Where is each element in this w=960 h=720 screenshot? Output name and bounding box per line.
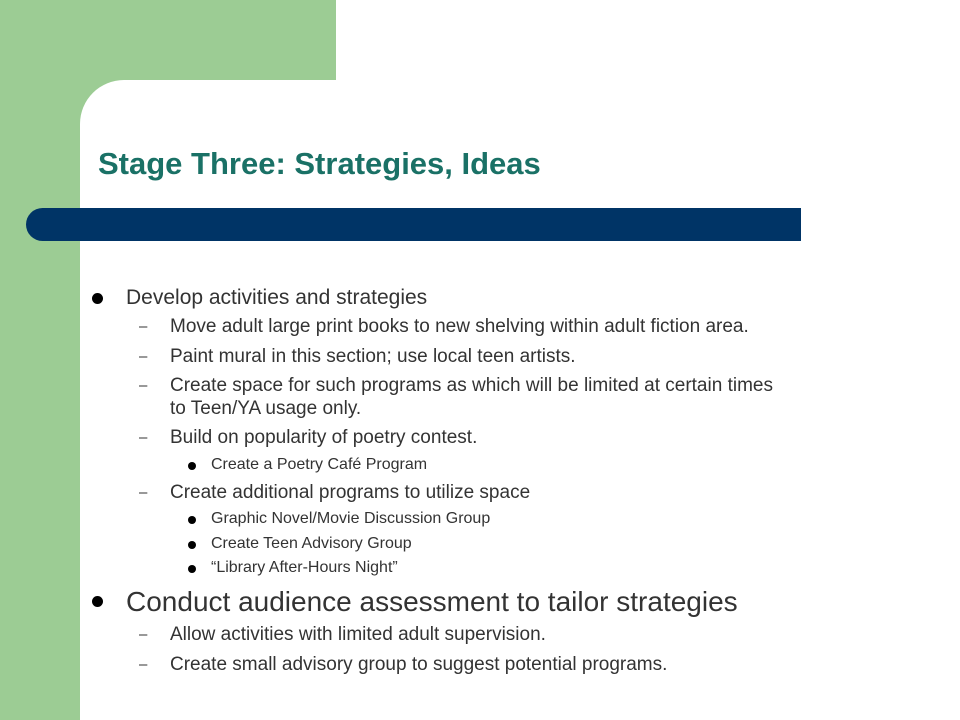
bullet-text: Create small advisory group to suggest potential programs.	[170, 654, 668, 675]
bullet-text: Create additional programs to utilize space	[170, 482, 531, 503]
list-item	[139, 374, 773, 397]
bullet-icon	[92, 293, 103, 304]
bullet-text: Paint mural in this section; use local teen artists.	[170, 346, 576, 367]
list-item	[211, 455, 427, 475]
bullet-text: Conduct audience assessment to tailor strategies	[126, 586, 738, 617]
bullet-icon	[188, 541, 196, 549]
list-item	[211, 558, 398, 578]
dash-icon: –	[139, 377, 148, 394]
bullet-text: Move adult large print books to new shelving within adult fiction area.	[170, 316, 749, 337]
bullet-text: Graphic Novel/Movie Discussion Group	[211, 510, 491, 527]
list-item	[126, 285, 427, 310]
bullet-icon	[188, 516, 196, 524]
bullet-text: Create a Poetry Café Program	[211, 456, 428, 473]
bullet-text: Allow activities with limited adult supervision.	[170, 624, 546, 645]
list-item	[139, 653, 668, 676]
dash-icon: –	[139, 484, 148, 501]
bullet-text: Create Teen Advisory Group	[211, 535, 412, 552]
list-item	[211, 534, 412, 554]
list-item-continuation	[170, 397, 361, 420]
bullet-text: to Teen/YA usage only.	[170, 398, 362, 419]
dash-icon: –	[139, 626, 148, 643]
dash-icon: –	[139, 318, 148, 335]
list-item	[126, 585, 738, 618]
dash-icon: –	[139, 656, 148, 673]
list-item	[139, 481, 531, 504]
dash-icon: –	[139, 348, 148, 365]
list-item	[211, 509, 490, 529]
list-item	[139, 315, 749, 338]
bullet-text: Create space for such programs as which will be limited at certain times	[170, 375, 773, 396]
list-item	[139, 623, 546, 646]
dash-icon: –	[139, 429, 148, 446]
list-item	[139, 426, 478, 449]
bullet-icon	[92, 596, 103, 607]
slide-title: Stage Three: Strategies, Ideas	[98, 146, 541, 181]
bullet-text: Build on popularity of poetry contest.	[170, 427, 478, 448]
bullet-icon	[188, 565, 196, 573]
bullet-icon	[188, 462, 196, 470]
bullet-text: Develop activities and strategies	[126, 286, 428, 309]
list-item	[139, 345, 576, 368]
bullet-text: “Library After-Hours Night”	[211, 559, 398, 576]
